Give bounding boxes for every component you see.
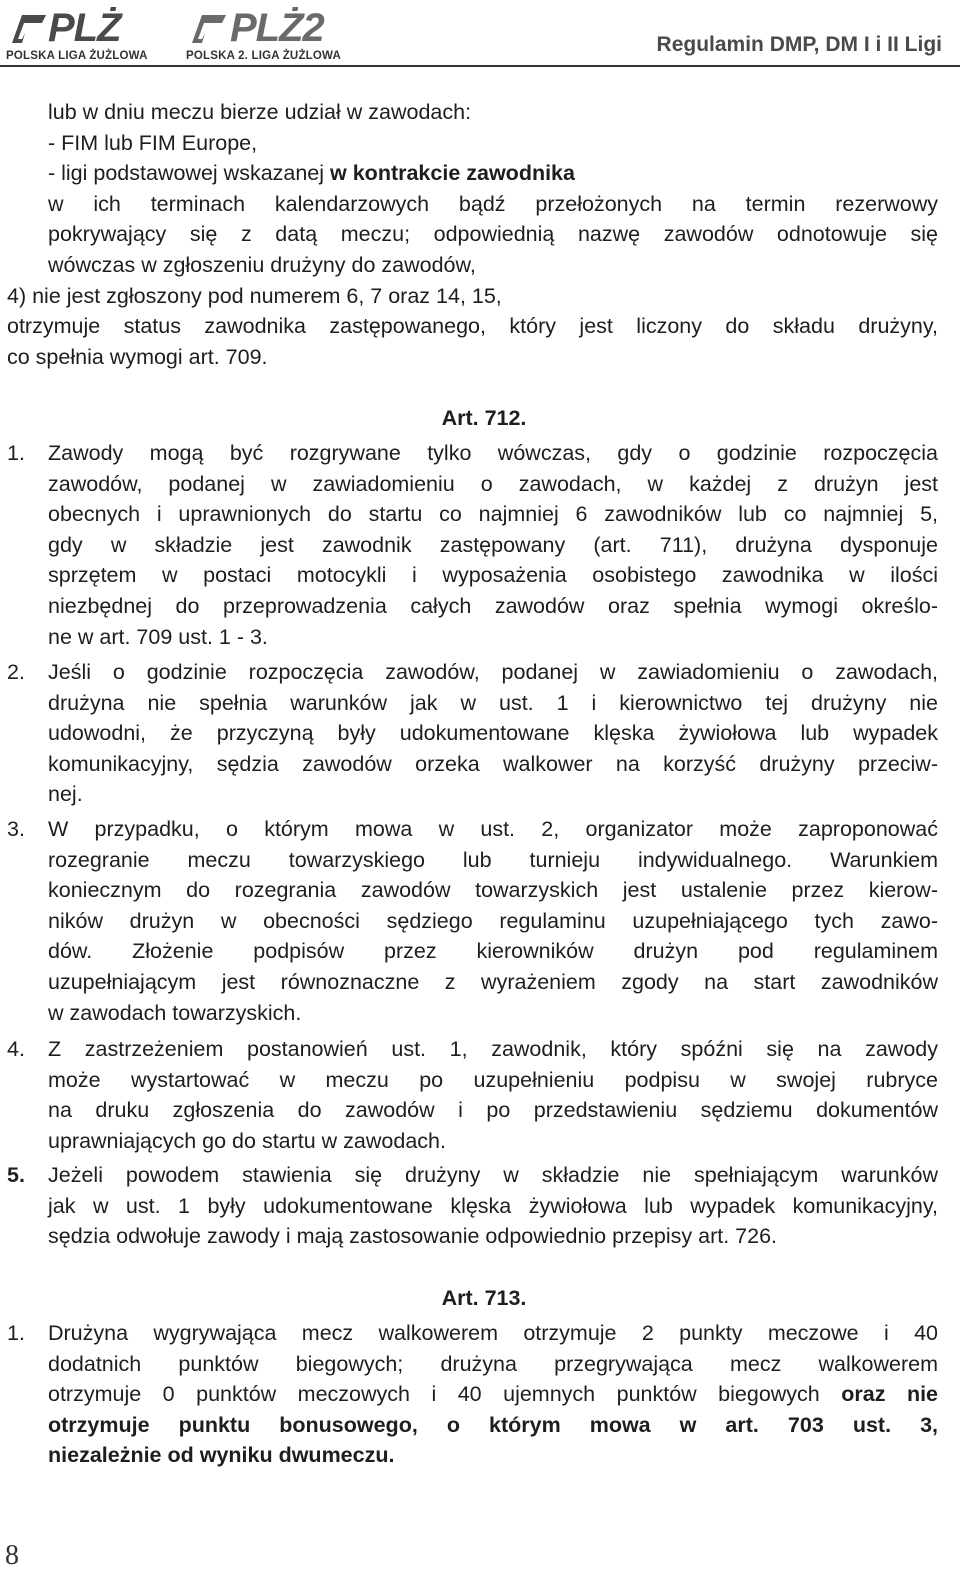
text-line: nej. xyxy=(48,782,83,807)
page-number: 8 xyxy=(5,1540,19,1571)
text-line: niezależnie od wyniku dwumeczu. xyxy=(48,1443,395,1468)
item-number: 5. xyxy=(7,1163,25,1187)
text-line: drużyna nie spełnia warunków jak w ust. 1 i kierownictwo tej drużyny nie xyxy=(48,690,938,715)
text-line: może wystartować w meczu po uzupełnieniu podpisu w swojej rubryce xyxy=(48,1067,938,1092)
text-line: Drużyna wygrywająca mecz walkowerem otrzymuje 2 punkty meczowe i 40 xyxy=(48,1321,938,1345)
article-paragraph xyxy=(48,1034,938,1156)
document-title: Regulamin DMP, DM I i II Ligi xyxy=(656,33,942,56)
text-line: komunikacyjny, sędzia zawodów orzeka walkower na korzyść drużyny przeciw- xyxy=(48,751,938,776)
logo-subtitle: POLSKA 2. LIGA ŻUŻLOWA xyxy=(186,50,341,62)
plz-emblem-icon xyxy=(8,9,48,49)
logo-subtitle: POLSKA LIGA ŻUŻLOWA xyxy=(6,50,148,62)
text-line: niezbędnej do przeprowadzenia całych zawodów oraz spełnia wymogi określo- xyxy=(48,593,938,618)
item-number: 1. xyxy=(7,1321,25,1345)
text-line: obecnych i uprawnionych do startu co najmniej 6 zawodników lub co najmniej 5, xyxy=(48,502,938,527)
text-line: sędzia odwołuje zawody i mają zastosowanie odpowiednio przepisy art. 726. xyxy=(48,1224,778,1249)
article-paragraph xyxy=(48,438,938,652)
text-line: dodatnich punktów biegowych; drużyna przegrywająca mecz walkowerem xyxy=(48,1351,938,1376)
text-line: w ich terminach kalendarzowych bądź przełożonych na termin rezerwowy xyxy=(48,192,938,216)
article-paragraph xyxy=(48,657,938,810)
text-line: lub w dniu meczu bierze udział w zawodach: xyxy=(48,100,472,124)
text-line: otrzymuje punktu bonusowego, o którym mowa w art. 703 ust. 3, xyxy=(48,1412,938,1437)
text-line: gdy w składzie jest zawodnik zastępowany (art. 711), drużyna dysponuje xyxy=(48,532,938,557)
text-line: pokrywający się z datą meczu; odpowiednią nazwę zawodów odnotowuje się xyxy=(48,222,938,246)
text-line: - ligi podstawowej wskazanej w kontrakcie zawodnika xyxy=(48,161,575,185)
text-line: jak w ust. 1 były udokumentowane klęska żywiołowa lub wypadek komunikacyjny, xyxy=(48,1193,938,1218)
text-line: W przypadku, o którym mowa w ust. 2, organizator może zaproponować xyxy=(48,817,938,841)
text-line: sprzętem w postaci motocykli i wyposażenia osobistego zawodnika w ilości xyxy=(48,563,938,588)
text-line: uprawniających go do startu w zawodach. xyxy=(48,1128,446,1153)
plz2-emblem-icon xyxy=(188,9,228,49)
article-heading: Art. 713. xyxy=(441,1286,527,1310)
article-paragraph xyxy=(48,814,938,1028)
text-line: udowodni, że przyczyną były udokumentowane klęska żywiołowa lub wypadek xyxy=(48,721,938,746)
text-line: na druku zgłoszenia do zawodów i po przedstawieniu sędziemu dokumentów xyxy=(48,1098,938,1123)
text-line: ne w art. 709 ust. 1 - 3. xyxy=(48,624,268,649)
text-line: otrzymuje 0 punktów meczowych i 40 ujemnych punktów biegowych oraz nie xyxy=(48,1382,939,1407)
plz-logo xyxy=(6,6,148,64)
text-line: Jeśli o godzinie rozpoczęcia zawodów, podanej w zawiadomieniu o zawodach, xyxy=(48,660,938,684)
text-line: zawodów, podanej w zawiadomieniu o zawodach, w każdej z drużyn jest xyxy=(48,471,938,496)
page-header xyxy=(0,0,960,72)
text-line: dów. Złożenie podpisów przez kierowników drużyn pod regulaminem xyxy=(48,939,938,964)
article-paragraph xyxy=(48,1160,938,1252)
text-line: 4) nie jest zgłoszony pod numerem 6, 7 oraz 14, 15, xyxy=(7,284,502,308)
text-line: koniecznym do rozegrania zawodów towarzyskich jest ustalenie przez kierow- xyxy=(48,878,938,903)
text-line: Zawody mogą być rozgrywane tylko wówczas, gdy o godzinie rozpoczęcia xyxy=(48,441,938,465)
text-line: w zawodach towarzyskich. xyxy=(48,1000,302,1025)
text-line: rozegranie meczu towarzyskiego lub turnieju indywidualnego. Warunkiem xyxy=(48,847,938,872)
header-divider xyxy=(0,65,960,67)
logo-text: PLŻ xyxy=(48,6,121,50)
item-number: 2. xyxy=(7,660,25,684)
text-line: - FIM lub FIM Europe, xyxy=(48,131,258,155)
item-number: 3. xyxy=(7,817,25,841)
plz2-logo xyxy=(186,6,342,64)
text-line: otrzymuje status zawodnika zastępowanego, który jest liczony do składu drużyny, xyxy=(7,314,938,338)
text-line: ników drużyn w obecności sędziego regulaminu uzupełniającego tych zawo- xyxy=(48,908,938,933)
text-line: uzupełniającym jest równoznaczne z wyrażeniem zgody na start zawodników xyxy=(48,969,938,994)
text-line: Jeżeli powodem stawienia się drużyny w składzie nie spełniającym warunków xyxy=(48,1163,938,1187)
article-paragraph xyxy=(48,1318,938,1471)
item-number: 4. xyxy=(7,1037,25,1061)
text-line: Z zastrzeżeniem postanowień ust. 1, zawodnik, który spóźni się na zawody xyxy=(48,1037,938,1061)
item-number: 1. xyxy=(7,441,25,465)
text-line: wówczas w zgłoszeniu drużyny do zawodów, xyxy=(48,253,476,277)
text-line: co spełnia wymogi art. 709. xyxy=(7,345,268,369)
article-heading: Art. 712. xyxy=(441,406,527,430)
logo-text: PLŻ2 xyxy=(230,6,324,50)
